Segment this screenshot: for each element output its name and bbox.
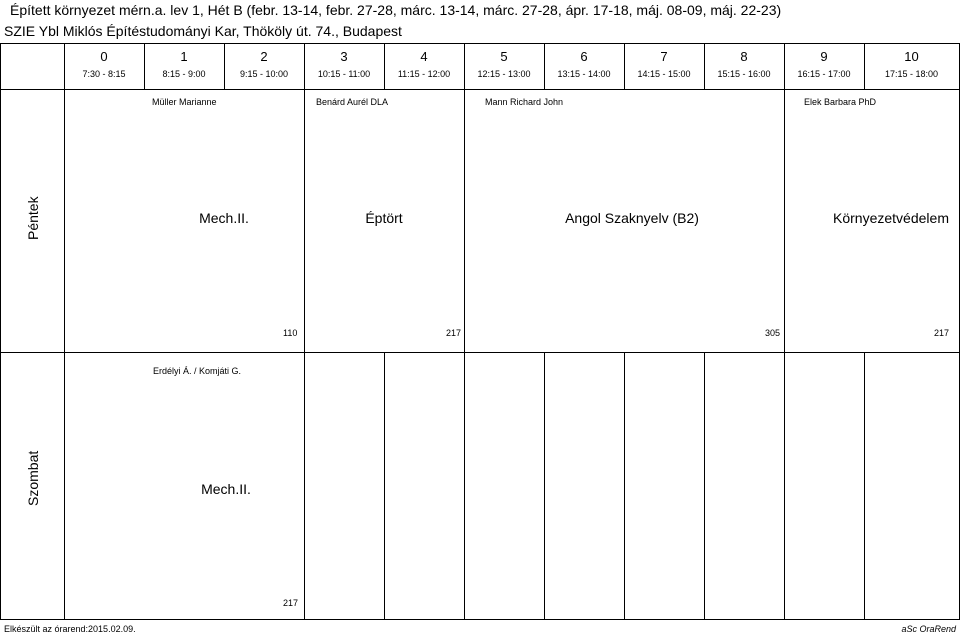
grid-line	[384, 352, 385, 619]
class-subject: Angol Szaknyelv (B2)	[565, 210, 699, 226]
grid-line	[304, 89, 305, 352]
grid-line	[64, 43, 65, 620]
period-time: 17:15 - 18:00	[884, 69, 939, 79]
grid-line	[0, 43, 1, 620]
period-number: 7	[660, 49, 668, 64]
period-time: 9:15 - 10:00	[239, 69, 289, 79]
period-number: 5	[500, 49, 508, 64]
grid-line	[464, 89, 465, 352]
period-number: 10	[904, 49, 919, 64]
class-teacher: Müller Marianne	[152, 97, 217, 107]
grid-line	[0, 352, 960, 353]
period-time: 13:15 - 14:00	[557, 69, 611, 79]
grid-line	[304, 352, 305, 619]
period-number: 0	[100, 49, 108, 64]
created-date: Elkészült az órarend:2015.02.09.	[4, 624, 136, 634]
day-label-friday: Péntek	[25, 196, 41, 240]
grid-line	[784, 89, 785, 352]
class-room: 110	[283, 328, 298, 338]
grid-line	[0, 619, 960, 620]
grid-line	[704, 352, 705, 619]
period-time: 14:15 - 15:00	[637, 69, 691, 79]
day-label-saturday: Szombat	[25, 450, 41, 506]
class-room: 217	[934, 328, 950, 338]
period-time: 7:30 - 8:15	[82, 69, 126, 79]
period-number: 8	[740, 49, 748, 64]
class-subject: Környezetvédelem	[833, 210, 949, 226]
grid-line	[624, 352, 625, 619]
grid-line	[784, 352, 785, 619]
class-subject: Mech.II.	[199, 210, 249, 226]
period-time: 8:15 - 9:00	[162, 69, 206, 79]
grid-line	[544, 352, 545, 619]
class-teacher: Benárd Aurél DLA	[316, 97, 389, 107]
period-number: 3	[340, 49, 348, 64]
period-number: 1	[180, 49, 188, 64]
class-room: 217	[283, 598, 299, 608]
class-room: 305	[765, 328, 781, 338]
period-time: 10:15 - 11:00	[317, 69, 371, 79]
class-subject: Éptört	[365, 210, 403, 226]
period-time: 15:15 - 16:00	[717, 69, 771, 79]
class-room: 217	[446, 328, 462, 338]
class-teacher: Mann Richard John	[485, 97, 564, 107]
grid-line	[864, 352, 865, 619]
class-teacher: Erdélyi Á. / Komjáti G.	[153, 366, 242, 376]
grid-line	[464, 352, 465, 619]
class-subject: Mech.II.	[201, 481, 251, 497]
period-number: 2	[260, 49, 268, 64]
page-title: Épített környezet mérn.a. lev 1, Hét B (febr. 13-14, febr. 27-28, márc. 13-14, márc. 27-28, ápr. 17-18, máj. 08-09, máj. 22-23)	[10, 2, 782, 18]
period-number: 6	[580, 49, 588, 64]
period-time: 16:15 - 17:00	[797, 69, 851, 79]
period-number: 4	[420, 49, 428, 64]
page-subtitle: SZIE Ybl Miklós Építéstudományi Kar, Thököly út. 74., Budapest	[4, 23, 402, 39]
grid-line	[0, 89, 960, 90]
period-number: 9	[820, 49, 828, 64]
period-time: 12:15 - 13:00	[477, 69, 531, 79]
period-time: 11:15 - 12:00	[397, 69, 451, 79]
brand-label: aSc OraRend	[901, 624, 956, 634]
class-teacher: Elek Barbara PhD	[804, 97, 877, 107]
